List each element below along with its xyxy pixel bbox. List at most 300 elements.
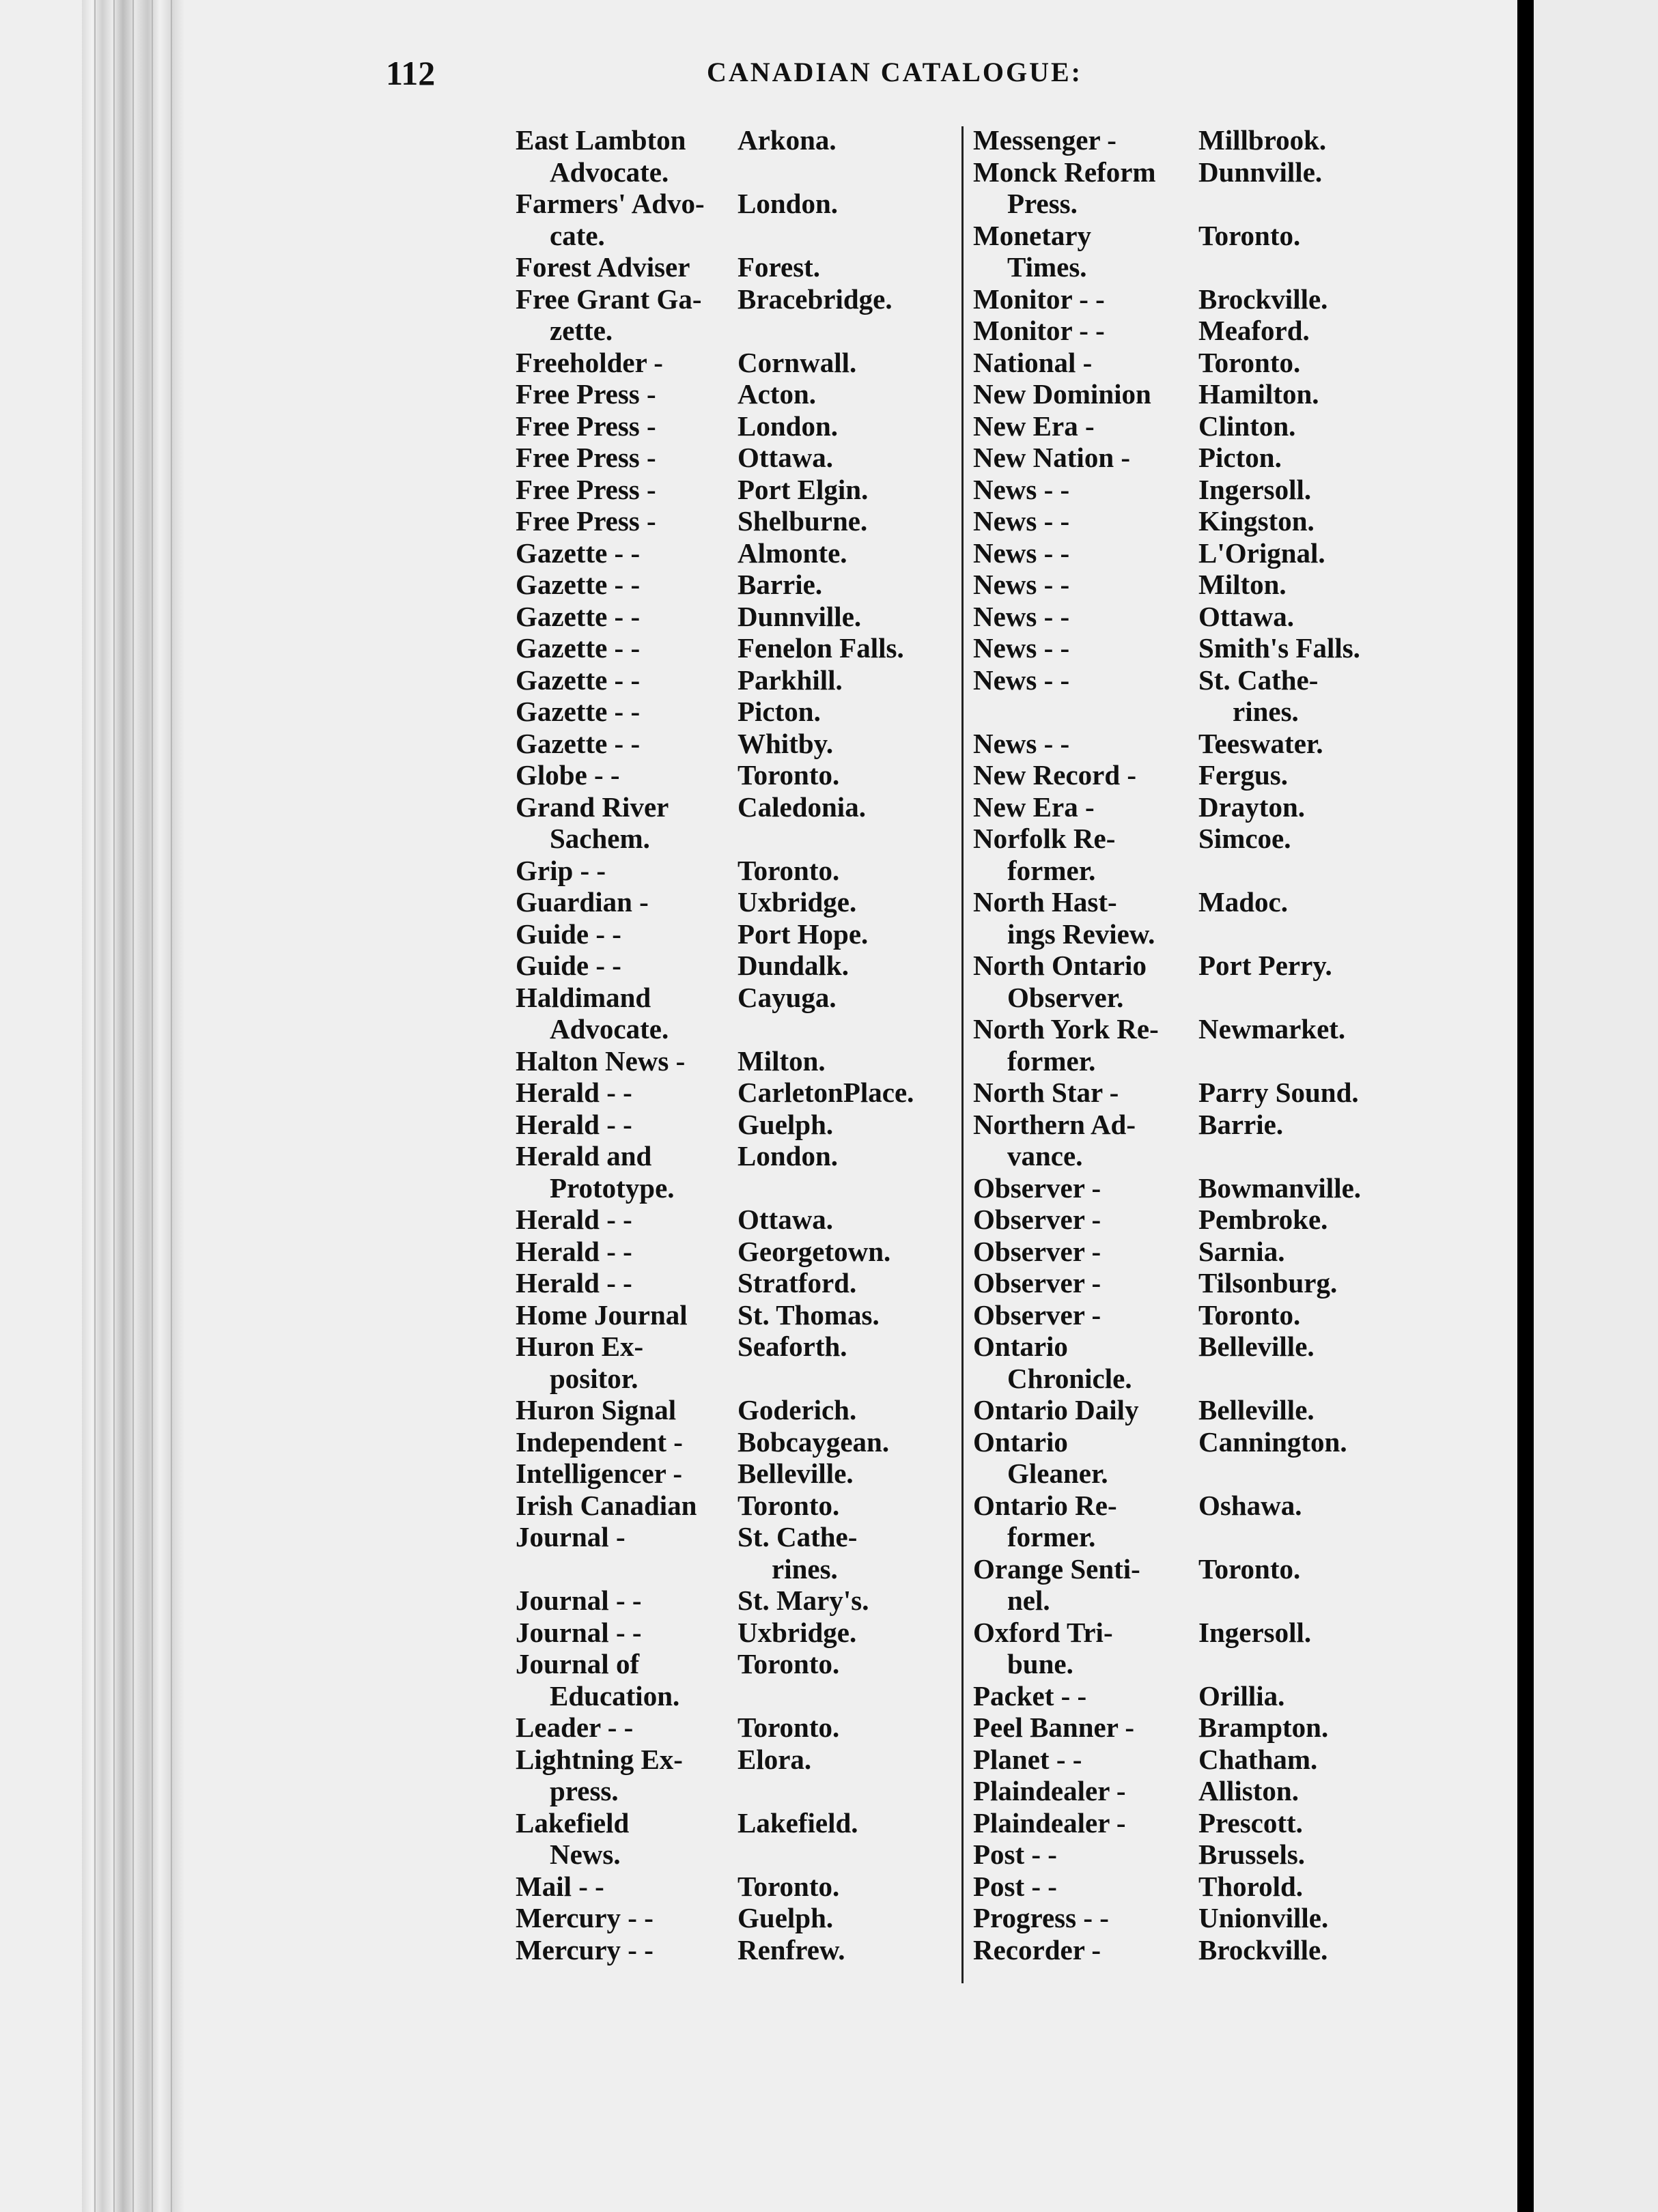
newspaper-name — [516, 1204, 737, 1236]
catalogue-entry — [516, 1712, 936, 1744]
newspaper-name-line: New Era - — [973, 410, 1095, 442]
column-divider — [961, 126, 964, 1983]
newspaper-name — [516, 1077, 737, 1109]
town-name — [1198, 315, 1407, 347]
catalogue-entry — [516, 1426, 936, 1458]
catalogue-entry — [516, 505, 936, 537]
town-name — [737, 1077, 936, 1109]
town-name-line: Whitby. — [737, 727, 834, 759]
newspaper-name — [973, 378, 1198, 410]
newspaper-name-line: Mercury - - — [516, 1902, 654, 1933]
town-name-line: Almonte. — [737, 537, 847, 569]
catalogue-entry — [516, 1585, 936, 1617]
town-name — [737, 1045, 936, 1077]
town-name — [737, 855, 936, 887]
newspaper-name — [516, 378, 737, 410]
newspaper-name — [516, 537, 737, 569]
catalogue-entry — [516, 251, 936, 283]
page-edge-line — [113, 0, 115, 2212]
town-name-line: London. — [737, 1140, 839, 1172]
town-name — [737, 251, 936, 283]
catalogue-entry — [516, 1331, 936, 1394]
town-name-line: Millbrook. — [1198, 124, 1327, 156]
town-name — [1198, 886, 1407, 950]
newspaper-name-line: Orange Senti- — [973, 1552, 1140, 1585]
newspaper-name-line: New Dominion — [973, 378, 1151, 410]
town-name-line: Milton. — [1198, 569, 1287, 600]
running-head: CANADIAN CATALOGUE: — [707, 57, 1082, 87]
town-name-line: Elora. — [737, 1743, 812, 1775]
newspaper-name-line: Norfolk Re- — [973, 823, 1116, 854]
newspaper-name — [973, 1109, 1198, 1172]
newspaper-name — [973, 791, 1198, 823]
newspaper-name — [973, 1013, 1198, 1077]
town-name — [1198, 759, 1407, 791]
newspaper-name — [973, 1744, 1198, 1776]
catalogue-entry — [973, 1077, 1407, 1109]
town-name-line: Kingston. — [1198, 505, 1315, 537]
newspaper-name — [516, 1236, 737, 1268]
catalogue-entry — [516, 1648, 936, 1712]
newspaper-name-line: New Record - — [973, 759, 1137, 791]
newspaper-name-line: Education. — [550, 1679, 680, 1712]
newspaper-name-line: New Nation - — [973, 442, 1131, 473]
town-name-line: Port Elgin. — [737, 473, 869, 505]
newspaper-name-line: Observer - — [973, 1235, 1101, 1267]
newspaper-name-line: News - - — [973, 569, 1070, 600]
newspaper-name-line: Peel Banner - — [973, 1712, 1135, 1743]
catalogue-entry — [516, 1299, 936, 1331]
catalogue-entry — [973, 1236, 1407, 1268]
town-name-line: Barrie. — [1198, 1108, 1284, 1140]
town-name — [737, 505, 936, 537]
catalogue-entry — [516, 124, 936, 188]
catalogue-entry — [973, 505, 1407, 537]
newspaper-name — [973, 601, 1198, 633]
page-edge-line — [171, 0, 172, 2212]
newspaper-name — [973, 1172, 1198, 1204]
newspaper-name-line: Halton News - — [516, 1045, 686, 1077]
newspaper-name-line: Journal - — [516, 1521, 626, 1552]
newspaper-name-line: vance. — [1007, 1140, 1083, 1172]
newspaper-name — [516, 918, 737, 950]
newspaper-name-line: Advocate. — [550, 156, 669, 188]
town-name — [737, 601, 936, 633]
newspaper-name-line: former. — [1007, 1045, 1096, 1077]
newspaper-name-line: Mercury - - — [516, 1933, 654, 1966]
town-name — [737, 791, 936, 855]
newspaper-name — [516, 1902, 737, 1934]
town-name — [1198, 1236, 1407, 1268]
town-name-line: Ottawa. — [737, 1204, 834, 1235]
newspaper-name — [516, 251, 737, 283]
newspaper-name-line: Journal - - — [516, 1585, 642, 1616]
newspaper-name-line: Free Press - — [516, 442, 656, 473]
newspaper-name-line: Post - - — [973, 1839, 1057, 1870]
newspaper-name-line: Observer - — [973, 1299, 1101, 1331]
newspaper-name — [516, 1490, 737, 1522]
newspaper-name-line: Irish Canadian — [516, 1489, 697, 1521]
newspaper-name — [973, 1553, 1198, 1617]
town-name-line: Cayuga. — [737, 981, 837, 1013]
catalogue-entry — [973, 283, 1407, 315]
town-name-line: Ottawa. — [737, 442, 834, 473]
newspaper-name — [516, 1331, 737, 1394]
page-edge-line — [132, 0, 134, 2212]
town-name-line: Dunnville. — [1198, 156, 1323, 188]
newspaper-name-line: News - - — [973, 632, 1070, 664]
newspaper-name — [973, 1236, 1198, 1268]
newspaper-name-line: Huron Signal — [516, 1394, 677, 1426]
town-name-line: Brockville. — [1198, 283, 1328, 315]
newspaper-name — [973, 537, 1198, 569]
newspaper-name-line: Post - - — [973, 1870, 1057, 1902]
catalogue-entry — [516, 188, 936, 251]
catalogue-entry — [516, 1267, 936, 1299]
newspaper-name — [973, 1490, 1198, 1553]
page-number: 112 — [386, 54, 436, 92]
newspaper-name — [516, 1807, 737, 1871]
town-name — [737, 1617, 936, 1649]
town-name-line: Sarnia. — [1198, 1235, 1285, 1267]
town-name — [737, 759, 936, 791]
town-name — [737, 1109, 936, 1141]
newspaper-name — [516, 1744, 737, 1807]
town-name — [1198, 1902, 1407, 1934]
town-name-line: St. Cathe- — [737, 1521, 858, 1552]
newspaper-name — [973, 1775, 1198, 1807]
town-name — [737, 1871, 936, 1903]
town-name — [1198, 378, 1407, 410]
catalogue-entry — [973, 1172, 1407, 1204]
town-name-line: Parry Sound. — [1198, 1077, 1359, 1108]
town-name — [737, 1744, 936, 1807]
page-edge-line — [94, 0, 96, 2212]
newspaper-name-line: Progress - - — [973, 1902, 1109, 1933]
newspaper-name-line: nel. — [1007, 1585, 1050, 1616]
newspaper-name-line: Lightning Ex- — [516, 1743, 683, 1775]
town-name-line: Cornwall. — [737, 346, 857, 378]
town-name — [1198, 220, 1407, 283]
newspaper-name — [516, 1648, 737, 1712]
newspaper-name — [516, 886, 737, 918]
town-name — [1198, 1490, 1407, 1553]
town-name-line: Toronto. — [1198, 1299, 1301, 1331]
catalogue-entry — [973, 1553, 1407, 1617]
town-name — [1198, 1109, 1407, 1172]
town-name-line: Toronto. — [737, 854, 840, 886]
newspaper-name-line: Guide - - — [516, 918, 621, 950]
town-name-line: Clinton. — [1198, 410, 1296, 442]
newspaper-name-line: Gazette - - — [516, 569, 641, 600]
newspaper-name-line: Gazette - - — [516, 696, 641, 727]
newspaper-name — [516, 442, 737, 474]
catalogue-entry — [516, 1077, 936, 1109]
newspaper-name — [973, 505, 1198, 537]
town-name — [1198, 1680, 1407, 1712]
catalogue-entry — [973, 220, 1407, 283]
newspaper-name — [973, 1712, 1198, 1744]
town-name — [1198, 1331, 1407, 1394]
newspaper-name-line: National - — [973, 346, 1093, 378]
newspaper-name-line: Press. — [1007, 188, 1078, 219]
town-name-line: Belleville. — [737, 1458, 854, 1489]
catalogue-entry — [973, 823, 1407, 886]
catalogue-entry — [973, 791, 1407, 823]
catalogue-entry — [973, 1299, 1407, 1331]
newspaper-name — [516, 283, 737, 347]
newspaper-name-line: positor. — [550, 1362, 638, 1394]
catalogue-entry — [516, 569, 936, 601]
catalogue-entry — [973, 1204, 1407, 1236]
newspaper-name-line: North Ontario — [973, 950, 1147, 981]
town-name — [1198, 791, 1407, 823]
newspaper-name-line: News - - — [973, 505, 1070, 537]
town-name-line: Hamilton. — [1198, 378, 1319, 410]
town-name — [1198, 1871, 1407, 1903]
town-name-line: Toronto. — [737, 1712, 840, 1743]
newspaper-name-line: Free Grant Ga- — [516, 283, 702, 315]
town-name — [1198, 1077, 1407, 1109]
town-name — [737, 1204, 936, 1236]
town-name-line: Barrie. — [737, 569, 823, 600]
catalogue-entry — [973, 1902, 1407, 1934]
newspaper-name-line: Journal - - — [516, 1616, 642, 1648]
catalogue-entry — [516, 855, 936, 887]
catalogue-entry — [973, 1426, 1407, 1490]
newspaper-name-line: Packet - - — [973, 1679, 1087, 1712]
newspaper-name-line: Observer. — [1007, 981, 1124, 1013]
newspaper-name-line: Northern Ad- — [973, 1108, 1136, 1140]
town-name-line: Acton. — [737, 378, 817, 410]
newspaper-name-line: Gazette - - — [516, 537, 641, 569]
newspaper-name-line: Haldimand — [516, 981, 651, 1013]
town-name — [1198, 124, 1407, 156]
town-name-line: Stratford. — [737, 1267, 857, 1299]
town-name-line: Port Perry. — [1198, 950, 1332, 981]
page-edge — [82, 0, 184, 2212]
newspaper-name — [973, 759, 1198, 791]
newspaper-name-line: Monitor - - — [973, 283, 1105, 315]
town-name — [737, 1140, 936, 1204]
town-name-line: Bowmanville. — [1198, 1172, 1362, 1204]
town-name-line: Goderich. — [737, 1394, 857, 1426]
catalogue-entry — [516, 1902, 936, 1934]
newspaper-name-line: Plaindealer - — [973, 1806, 1126, 1839]
catalogue-entry — [516, 632, 936, 664]
town-name-line: Ingersoll. — [1198, 1616, 1312, 1648]
town-name — [737, 1807, 936, 1871]
newspaper-name — [973, 569, 1198, 601]
catalogue-entry — [516, 759, 936, 791]
town-name-line: Prescott. — [1198, 1806, 1303, 1839]
town-name-line: Brampton. — [1198, 1712, 1329, 1743]
catalogue-entry — [973, 569, 1407, 601]
town-name — [737, 1902, 936, 1934]
catalogue-entry — [973, 1490, 1407, 1553]
newspaper-name — [973, 474, 1198, 506]
newspaper-name-line: News - - — [973, 727, 1070, 759]
town-name — [737, 728, 936, 760]
town-name — [737, 664, 936, 696]
newspaper-name — [973, 950, 1198, 1013]
town-name-line: L'Orignal. — [1198, 537, 1325, 569]
catalogue-entry — [516, 728, 936, 760]
newspaper-name-line: Herald - - — [516, 1235, 632, 1267]
catalogue-entry — [973, 1934, 1407, 1966]
catalogue-entry — [516, 1394, 936, 1426]
newspaper-name-line: Lakefield — [516, 1806, 630, 1839]
newspaper-name — [516, 347, 737, 379]
town-name — [1198, 1299, 1407, 1331]
town-name — [1198, 474, 1407, 506]
newspaper-name — [516, 1140, 737, 1204]
newspaper-name-line: zette. — [550, 315, 613, 346]
catalogue-entry — [973, 347, 1407, 379]
catalogue-entry — [973, 1839, 1407, 1871]
town-name — [1198, 1267, 1407, 1299]
catalogue-entry — [516, 886, 936, 918]
newspaper-name-line: Times. — [1007, 251, 1087, 283]
town-name — [737, 1521, 936, 1585]
town-name — [737, 632, 936, 664]
catalogue-entry — [973, 1394, 1407, 1426]
newspaper-name-line: Free Press - — [516, 410, 656, 442]
town-name — [1198, 347, 1407, 379]
newspaper-name-line: former. — [1007, 854, 1096, 886]
newspaper-name-line: Monck Reform — [973, 156, 1156, 188]
town-name — [737, 1426, 936, 1458]
catalogue-entry — [516, 1109, 936, 1141]
newspaper-name-line: Plaindealer - — [973, 1775, 1126, 1806]
newspaper-name-line: Monetary — [973, 219, 1092, 251]
town-name — [737, 918, 936, 950]
town-name-line: Georgetown. — [737, 1235, 891, 1267]
newspaper-name — [973, 1680, 1198, 1712]
newspaper-name-line: Independent - — [516, 1426, 683, 1458]
town-name — [737, 1299, 936, 1331]
newspaper-name-line: New Era - — [973, 791, 1095, 823]
catalogue-entry — [516, 1807, 936, 1871]
town-name-line: Cannington. — [1198, 1426, 1347, 1458]
newspaper-name-line: Herald and — [516, 1140, 652, 1172]
catalogue-entry — [973, 601, 1407, 633]
newspaper-name — [516, 1617, 737, 1649]
newspaper-name — [973, 442, 1198, 474]
town-name — [737, 1267, 936, 1299]
town-name-line: Simcoe. — [1198, 823, 1291, 854]
town-name — [1198, 1775, 1407, 1807]
catalogue-entry — [973, 886, 1407, 950]
town-name-line: Port Hope. — [737, 918, 869, 950]
town-name-line: Toronto. — [737, 1870, 840, 1902]
newspaper-name-line: Observer - — [973, 1172, 1101, 1204]
town-name-line: Belleville. — [1198, 1331, 1315, 1362]
newspaper-name — [973, 1617, 1198, 1680]
newspaper-name-line: Ontario Re- — [973, 1489, 1117, 1521]
newspaper-name — [516, 410, 737, 442]
catalogue-entry — [973, 950, 1407, 1013]
newspaper-name-line: Journal of — [516, 1648, 640, 1679]
catalogue-entry — [516, 1521, 936, 1585]
right-column — [973, 124, 1407, 1966]
town-name-line: Ottawa. — [1198, 600, 1295, 632]
town-name — [1198, 950, 1407, 1013]
town-name — [1198, 1394, 1407, 1426]
newspaper-name-line: Leader - - — [516, 1712, 634, 1743]
newspaper-name — [973, 1934, 1198, 1966]
newspaper-name — [516, 188, 737, 251]
catalogue-entry — [516, 474, 936, 506]
newspaper-name — [973, 1331, 1198, 1394]
newspaper-name — [516, 1109, 737, 1141]
catalogue-entry — [973, 728, 1407, 760]
newspaper-name-line: News - - — [973, 600, 1070, 632]
town-name-line: St. Cathe- — [1198, 664, 1319, 696]
catalogue-entry — [516, 1140, 936, 1204]
catalogue-entry — [516, 982, 936, 1045]
newspaper-name — [516, 1871, 737, 1903]
town-name — [1198, 442, 1407, 474]
town-name — [1198, 1013, 1407, 1077]
newspaper-name-line: Herald - - — [516, 1108, 632, 1140]
catalogue-entry — [973, 1331, 1407, 1394]
newspaper-name — [516, 759, 737, 791]
newspaper-name-line: Prototype. — [550, 1172, 675, 1204]
newspaper-name-line: Ontario — [973, 1331, 1068, 1362]
newspaper-name — [516, 1394, 737, 1426]
town-name — [737, 188, 936, 251]
newspaper-name — [973, 632, 1198, 664]
catalogue-entry — [516, 1617, 936, 1649]
town-name-line: St. Thomas. — [737, 1299, 880, 1331]
newspaper-name — [973, 1807, 1198, 1839]
town-name — [1198, 1426, 1407, 1490]
catalogue-entry — [973, 1712, 1407, 1744]
catalogue-entry — [516, 442, 936, 474]
catalogue-entry — [973, 1617, 1407, 1680]
catalogue-entry — [973, 124, 1407, 156]
town-name — [1198, 601, 1407, 633]
town-name — [737, 1331, 936, 1394]
town-name-line: Lakefield. — [737, 1806, 858, 1839]
newspaper-name-line: East Lambton — [516, 124, 686, 156]
catalogue-entry — [973, 378, 1407, 410]
newspaper-name — [973, 664, 1198, 728]
town-name-line: Brockville. — [1198, 1933, 1328, 1966]
newspaper-name — [516, 791, 737, 855]
newspaper-name — [973, 1299, 1198, 1331]
town-name — [1198, 410, 1407, 442]
catalogue-entry — [516, 664, 936, 696]
newspaper-name-line: North Hast- — [973, 886, 1117, 918]
newspaper-name-line: Gazette - - — [516, 632, 641, 664]
newspaper-name — [516, 855, 737, 887]
page-edge-line — [152, 0, 153, 2212]
town-name — [737, 410, 936, 442]
newspaper-name-line: News. — [550, 1839, 621, 1870]
newspaper-name-line: Ontario — [973, 1426, 1068, 1458]
town-name — [737, 283, 936, 347]
newspaper-name-line: News - - — [973, 664, 1070, 696]
newspaper-name-line: Gazette - - — [516, 727, 641, 759]
newspaper-name-line: Guide - - — [516, 950, 621, 981]
newspaper-name-line: Guardian - — [516, 886, 649, 918]
newspaper-name — [973, 283, 1198, 315]
catalogue-entry — [973, 537, 1407, 569]
town-name — [737, 1490, 936, 1522]
newspaper-name — [973, 1902, 1198, 1934]
